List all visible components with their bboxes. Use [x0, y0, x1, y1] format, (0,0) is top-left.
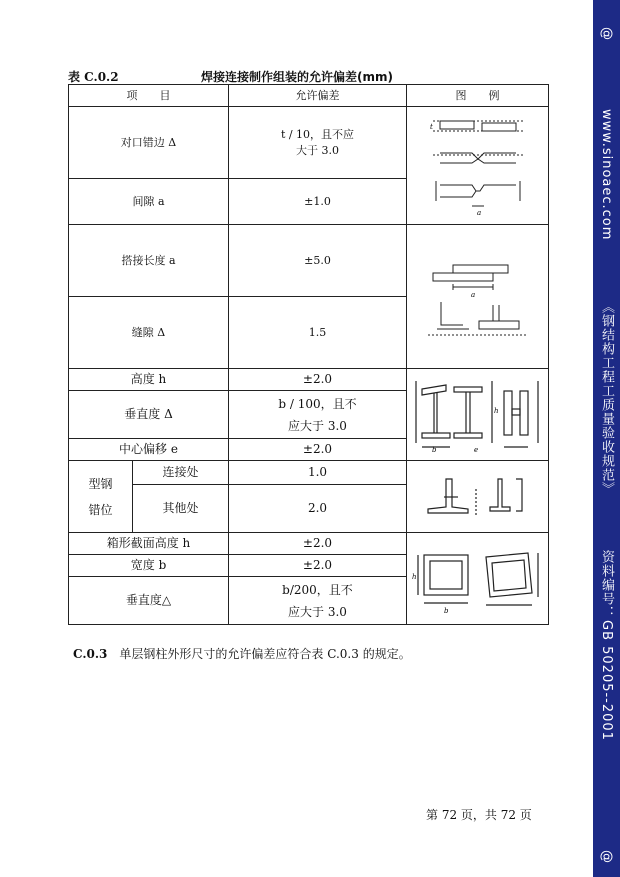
tolerance-line: 应大于 3.0: [288, 604, 347, 619]
illustration-cell: [407, 533, 549, 625]
page-footer: 第 72 页，共 72 页: [426, 808, 532, 822]
clause-number: C.0.3: [73, 647, 108, 661]
group-cell: [69, 461, 133, 533]
sidebar-at-top: @: [599, 27, 614, 41]
item-cell: 连接处: [133, 461, 229, 485]
i-section-figure: [410, 377, 546, 453]
sidebar-book-title: 《钢结构工程工质量验收规范》: [599, 300, 614, 496]
tolerance-cell: [229, 577, 407, 625]
item-cell: 高度 h: [69, 369, 229, 391]
table-caption: 表 C.0.2: [68, 70, 119, 84]
label-b: b: [431, 445, 436, 453]
tolerance-cell: ±2.0: [229, 369, 407, 391]
table-header-row: [69, 85, 549, 107]
header-illustration: 图 例: [407, 85, 549, 107]
sidebar-at-bottom: @: [599, 850, 614, 864]
item-cell: 其他处: [133, 485, 229, 533]
tolerance-line: 应大于 3.0: [288, 418, 347, 433]
illustration-cell: [407, 107, 549, 225]
tolerance-cell: 1.0: [229, 461, 407, 485]
tolerance-line: t / 10，且不应: [280, 127, 355, 141]
item-cell: 搭接长度 a: [69, 225, 229, 297]
table-row: [69, 107, 549, 179]
group-label: 型钢错位: [88, 476, 113, 517]
label-t: t: [429, 122, 433, 131]
tolerance-line: 大于 3.0: [296, 143, 339, 157]
header-tolerance: 允许偏差: [229, 85, 407, 107]
item-cell: 垂直度 Δ: [69, 391, 229, 439]
item-cell: 箱形截面高度 h: [69, 533, 229, 555]
item-cell: 对口错边 Δ: [69, 107, 229, 179]
clause-paragraph: [73, 645, 411, 662]
tolerance-cell: ±2.0: [229, 555, 407, 577]
illustration-cell: [407, 225, 549, 369]
label-a: a: [476, 208, 481, 217]
tolerance-cell: [229, 391, 407, 439]
table-row: [69, 461, 549, 485]
table-row: [69, 225, 549, 297]
lap-joint-figure: [423, 247, 533, 347]
tolerance-cell: ±2.0: [229, 439, 407, 461]
sidebar-code-label: 资料编号：GB 50205--2001: [599, 549, 614, 741]
label-e: e: [473, 445, 478, 453]
butt-joint-figure: [428, 111, 528, 221]
tolerance-cell: 1.5: [229, 297, 407, 369]
tolerance-cell: 2.0: [229, 485, 407, 533]
sidebar-website[interactable]: www.sinoaec.com: [599, 109, 614, 241]
tolerance-cell: ±1.0: [229, 179, 407, 225]
table-title: 焊接连接制作组装的允许偏差(mm): [201, 70, 393, 84]
sidebar-banner: [593, 0, 620, 877]
label-h: h: [411, 572, 417, 581]
tolerance-line: b / 100，且不: [278, 396, 357, 411]
table-row: [69, 369, 549, 391]
illustration-cell: [407, 461, 549, 533]
section-offset-figure: [418, 467, 538, 527]
tolerance-cell: ±2.0: [229, 533, 407, 555]
header-item: 项 目: [69, 85, 229, 107]
item-cell: 垂直度△: [69, 577, 229, 625]
item-cell: 缝隙 Δ: [69, 297, 229, 369]
box-section-figure: [410, 541, 546, 617]
item-cell: 中心偏移 e: [69, 439, 229, 461]
label-b: b: [443, 606, 448, 615]
label-a: a: [470, 290, 475, 299]
table-row: [69, 533, 549, 555]
tolerance-cell: [229, 107, 407, 179]
item-cell: 宽度 b: [69, 555, 229, 577]
illustration-cell: [407, 369, 549, 461]
label-h: h: [493, 406, 499, 415]
item-cell: 间隙 a: [69, 179, 229, 225]
tolerance-line: b/200，且不: [282, 582, 353, 597]
tolerance-table: [68, 84, 549, 625]
tolerance-cell: ±5.0: [229, 225, 407, 297]
clause-text: 单层钢柱外形尺寸的允许偏差应符合表 C.0.3 的规定。: [119, 647, 411, 661]
